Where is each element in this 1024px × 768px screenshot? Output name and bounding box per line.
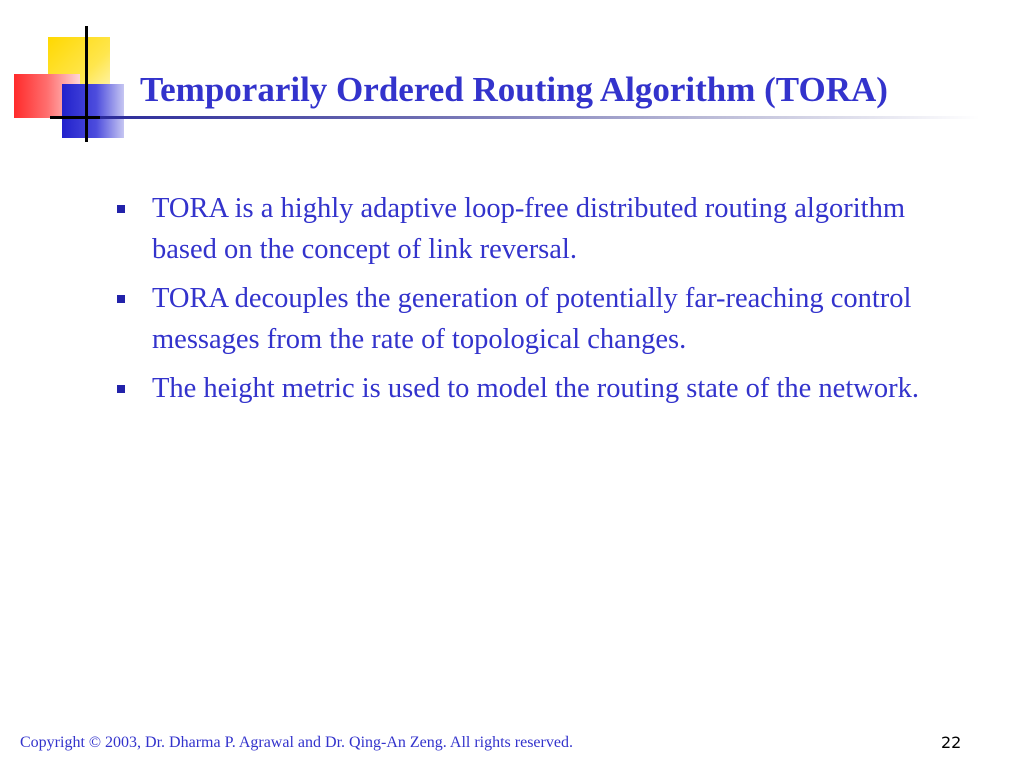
slide-title: Temporarily Ordered Routing Algorithm (TORA) [140,70,888,109]
copyright-footer: Copyright © 2003, Dr. Dharma P. Agrawal and Dr. Qing-An Zeng. All rights reserved. [20,734,573,751]
bullet-item [112,368,972,409]
bullet-list [112,188,972,417]
bullet-square-icon [117,205,125,213]
bullet-text: TORA decouples the generation of potentially far-reaching control messages from the rate of topological changes. [152,283,912,355]
bullet-text: The height metric is used to model the routing state of the network. [152,373,919,404]
logo-blue-square [62,84,124,138]
logo-vertical-line [85,26,88,142]
slide-logo-decoration [0,0,160,150]
bullet-square-icon [117,295,125,303]
bullet-text: TORA is a highly adaptive loop-free distributed routing algorithm based on the concept of link reversal. [152,193,906,265]
bullet-square-icon [117,385,125,393]
bullet-item [112,188,972,270]
page-number: 22 [941,733,962,752]
title-underline [100,116,980,119]
bullet-item [112,278,972,360]
